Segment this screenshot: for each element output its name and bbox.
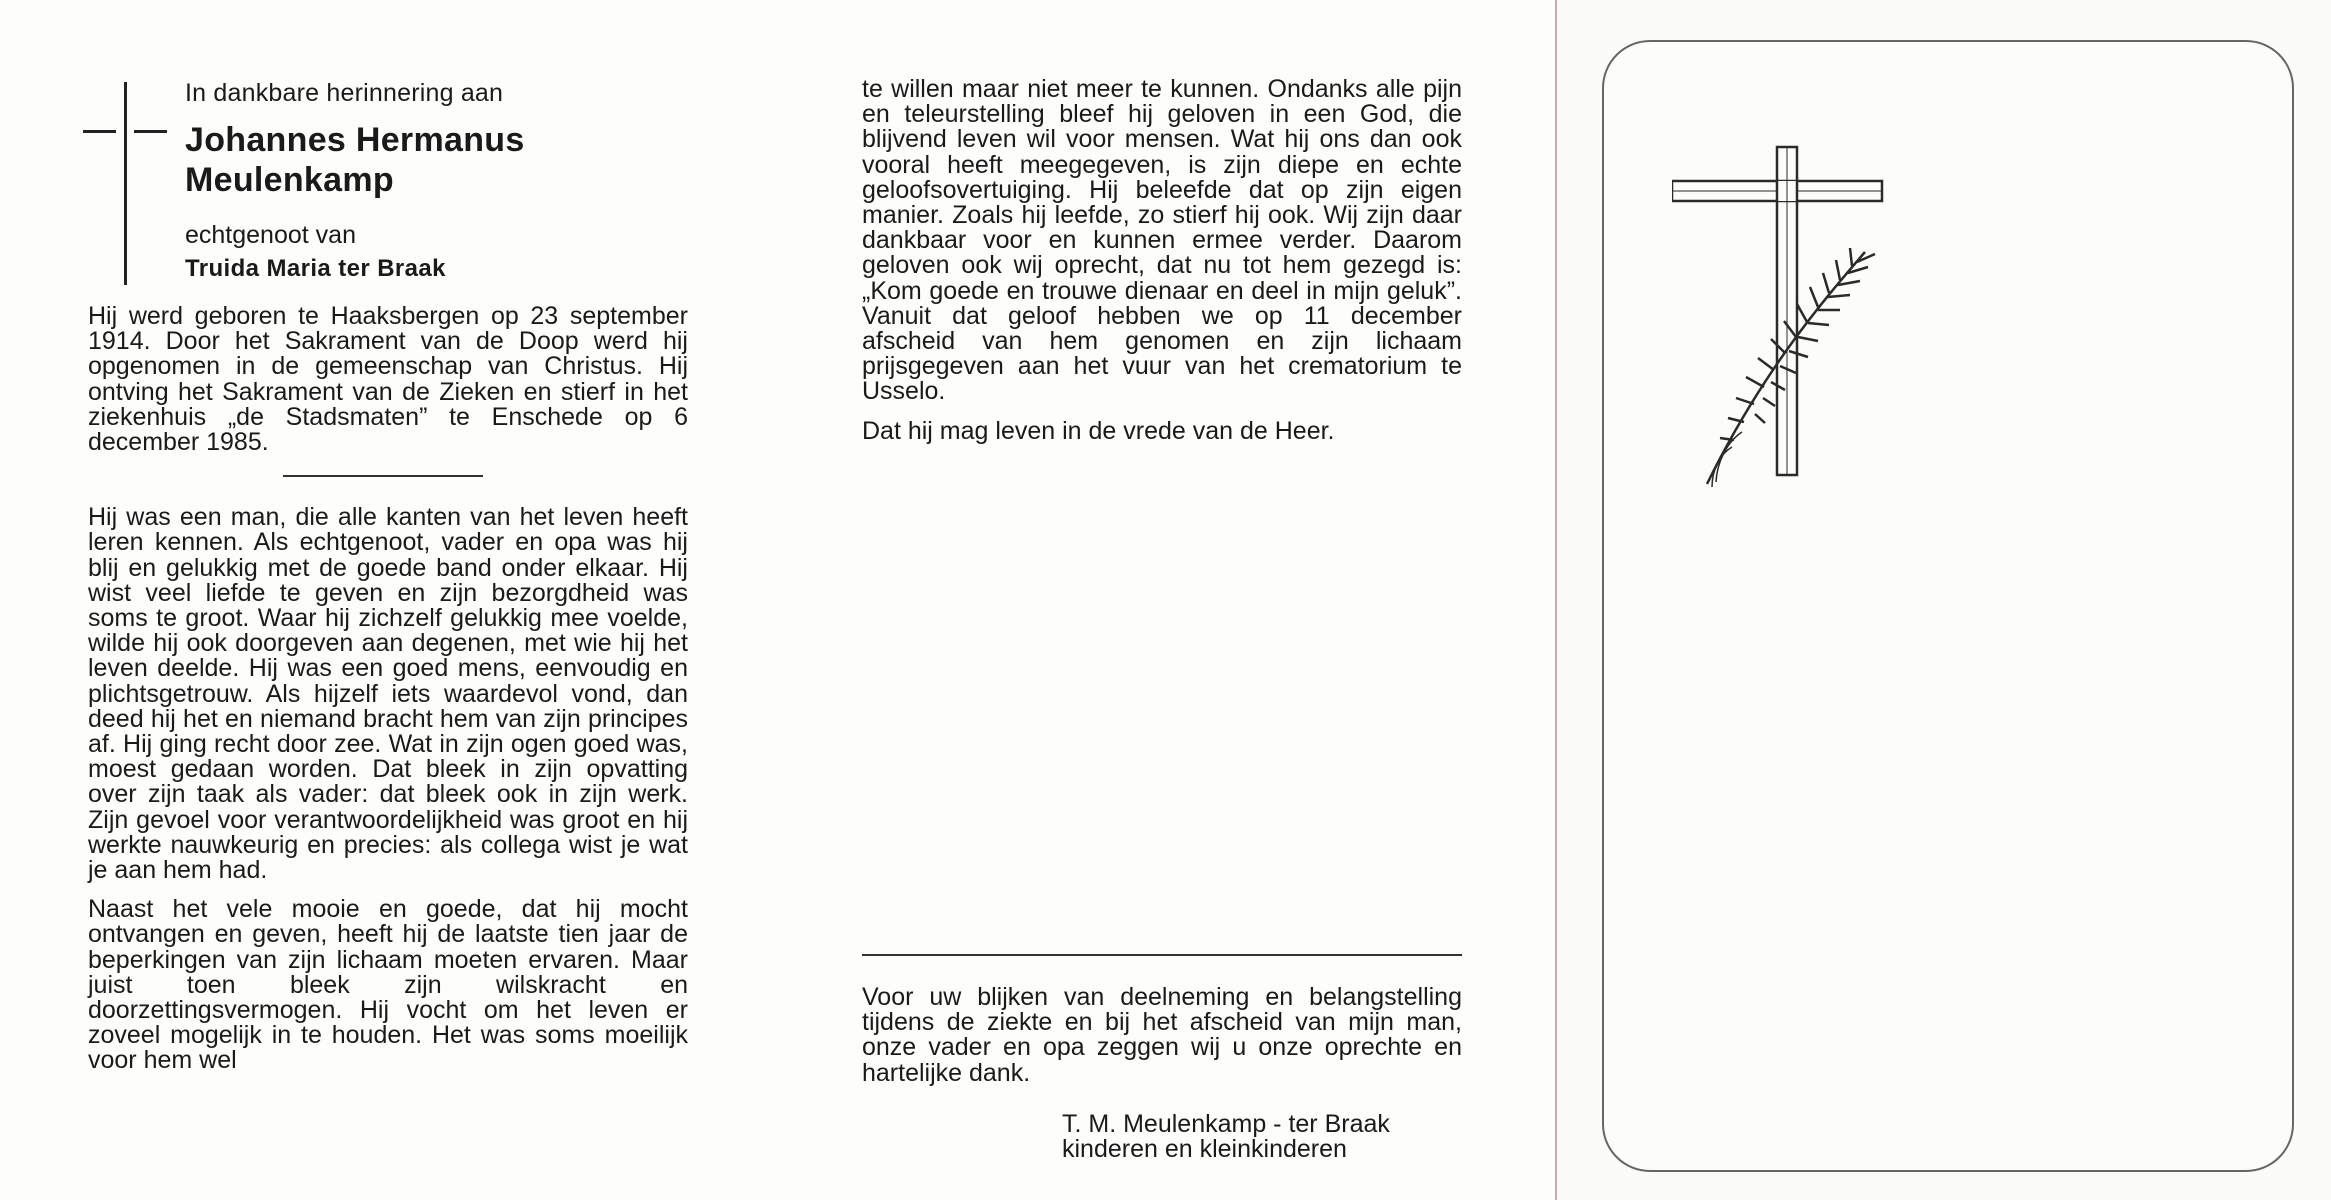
name-line-2: Meulenkamp [185, 161, 394, 199]
life-paragraph: Hij was een man, die alle kanten van het leven heeft leren kennen. Als echtgenoot, vader en opa was hij blij en gelukkig met de goede band onder elkaar. Hij wist veel liefde te geven en zijn bezorgdheid was soms te groot. Waar hij zichzelf gelukkig mee voelde, wilde hij ook doorgeven aan degenen, met wie hij het leven deelde. Hij was een goed mens, eenvoudig en plichtsgetrouw. Als hijzelf iets waardevol vond, dan deed hij het en niemand bracht hem van zijn principes af. Hij ging recht door zee. Wat in zijn ogen goed was, moest gedaan worden. Dat bleek in zijn opvatting over zijn taak als vader: dat bleek ook in zijn werk. Zijn gevoel voor verantwoordelijkheid was groot en hij werkte nauwkeurig en precies: als collega wist je wat je aan hem had. [88, 503, 688, 885]
divider [283, 475, 483, 477]
illness-paragraph: Naast het vele mooie en goede, dat hij mocht ontvangen en geven, heeft hij de laatste tien jaar de beperkingen van zijn lichaam moeten ervaren. Maar juist toen bleek zijn wilskracht en doorzettingsvermogen. Hij vocht om het leven er zoveel mogelijk in te houden. Het was soms moeilijk voor hem wel [88, 895, 688, 1075]
thanks-paragraph: Voor uw blijken van deelneming en belangstelling tijdens de ziekte en bij het afscheid van mijn man, onze vader en opa zeggen wij u onze oprechte en hartelijke dank. [862, 983, 1462, 1087]
divider [862, 954, 1462, 956]
spouse-intro: echtgenoot van [185, 221, 356, 249]
name-line-1: Johannes Hermanus [185, 121, 525, 159]
spouse-name: Truida Maria ter Braak [185, 255, 446, 282]
signature-line-2: kinderen en kleinkinderen [1062, 1135, 1347, 1163]
left-column [88, 304, 688, 1074]
signature-line-1: T. M. Meulenkamp - ter Braak [1062, 1110, 1390, 1138]
continuation-paragraph: te willen maar niet meer te kunnen. Ondanks alle pijn en teleurstelling bleef hij geloven in een God, die blijvend leven wil voor mensen. Wat hij ons dan ook vooral heeft meegegeven, is zijn diepe en echte geloofsovertuiging. Hij beleefde dat op zijn eigen manier. Zoals hij leefde, zo stierf hij ook. Wij zijn daar dankbaar voor en kunnen ermee verder. Daarom geloven ook wij oprecht, dat nu tot hem gezegd is: „Kom goede en trouwe dienaar en deel in mijn geluk”. Vanuit dat geloof hebben we op 11 december afscheid van hem genomen en zijn lichaam prijsgegeven aan het vuur van het crematorium te Usselo. [862, 75, 1462, 406]
cover-page [1560, 0, 2331, 1200]
intro-text: In dankbare herinnering aan [185, 79, 504, 107]
signature [1062, 1112, 1482, 1162]
deceased-name [185, 120, 665, 200]
right-column [862, 77, 1462, 444]
fold-line [1555, 0, 1557, 1200]
birth-paragraph: Hij werd geboren te Haaksbergen op 23 september 1914. Door het Sakrament van de Doop werd hij opgenomen in de gemeenschap van Christus. Hij ontving het Sakrament van de Zieken en stierf in het ziekenhuis „de Stadsmaten” te Enschede op 6 december 1985. [88, 302, 688, 457]
card-header [185, 78, 665, 284]
cover-frame [1602, 40, 2294, 1172]
cross-with-palm-branch-icon [1672, 142, 1892, 532]
closing-line: Dat hij mag leven in de vrede van de Heer. [862, 416, 1335, 445]
